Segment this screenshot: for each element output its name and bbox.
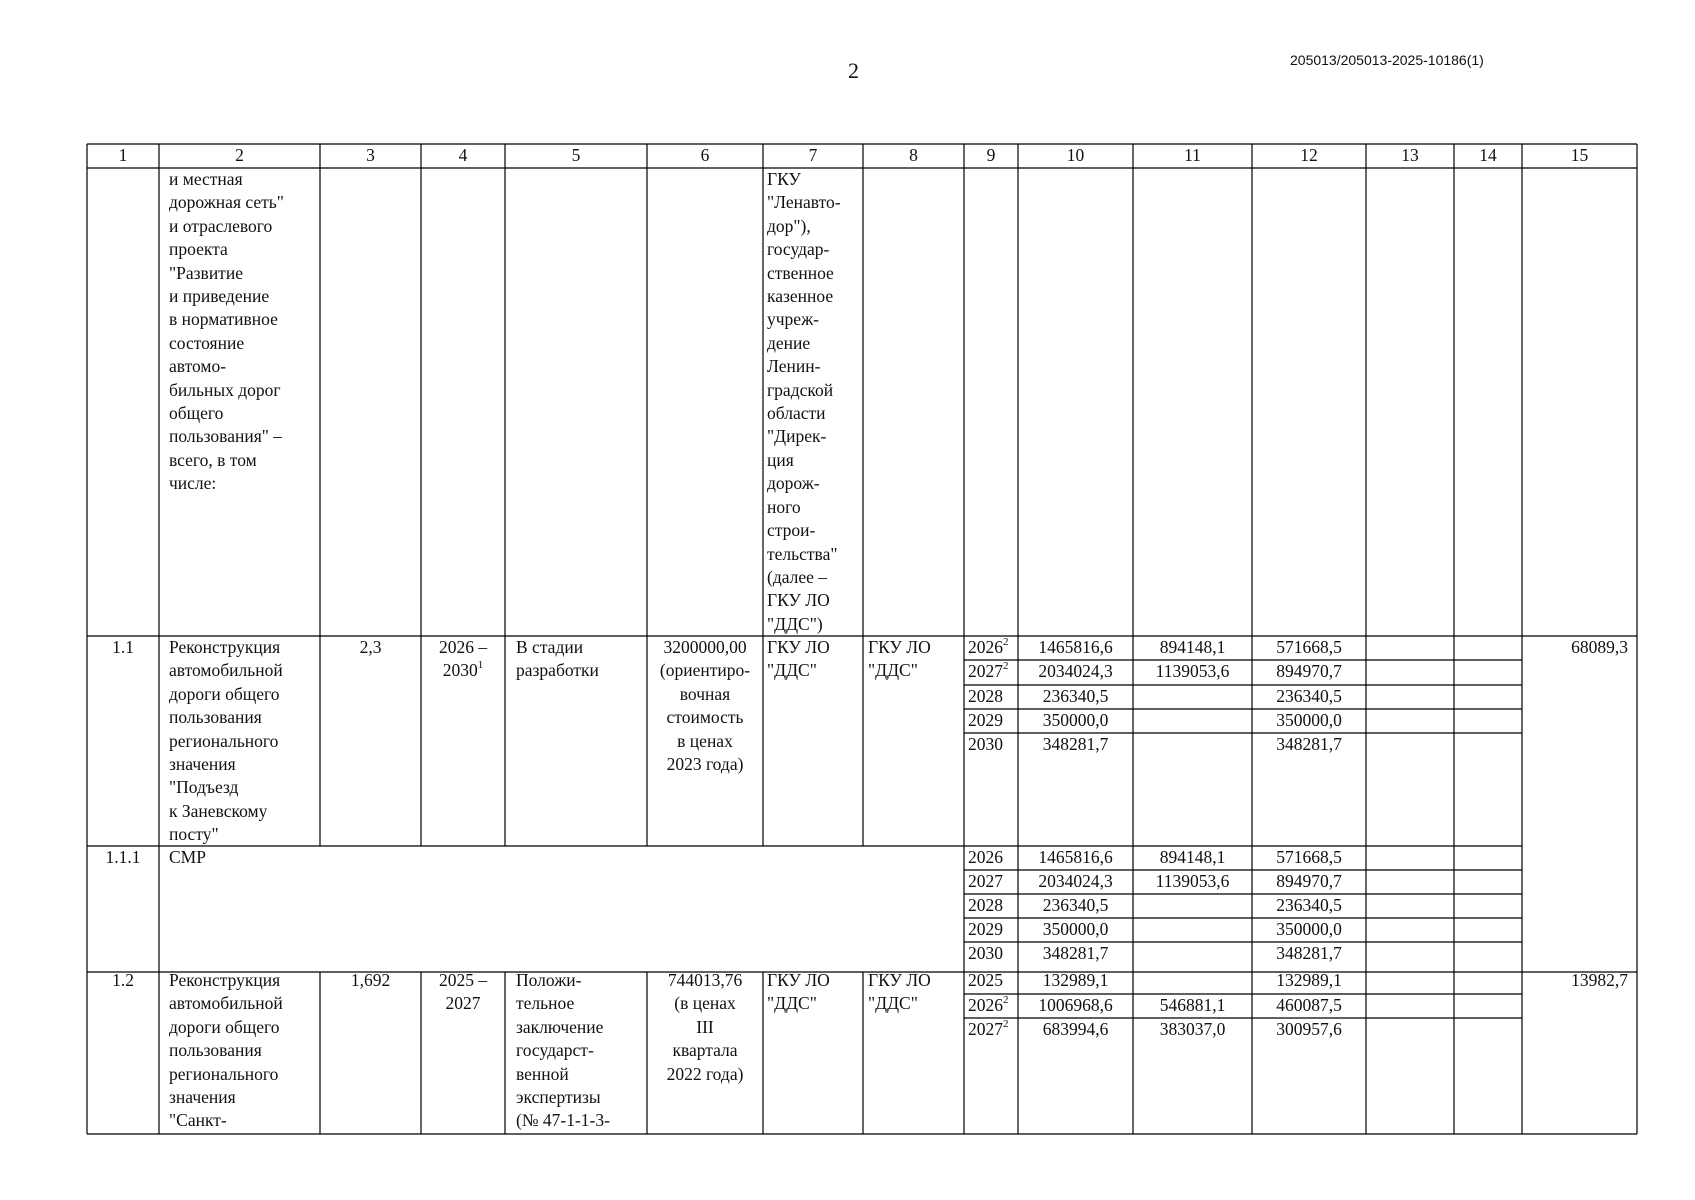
col-header-9: 9 [986,145,996,165]
row-1-1-regional: 236340,5 [1276,686,1342,706]
row-1-1-year: 2027$^2$ [968,660,1009,681]
row-1-1-1-year: 2027 [968,871,1003,891]
col-header-3: 3 [366,145,375,165]
row-1-2-regional: 460087,5 [1276,995,1342,1015]
col-header-15: 15 [1570,145,1589,165]
continued-responsible: ГКУ "Ленавто- дор"), государ- ственное казенное учреж- дение Ленин- градской области "Дирек- ция дорож- ного строи- тельства" (далее – ГКУ ЛО "ДДС") [767,169,841,634]
row-1-1-total: 348281,7 [1042,734,1109,754]
col-header-14: 14 [1479,145,1497,165]
row-1-1-1-regional: 348281,7 [1276,943,1342,963]
row-1-1-1-year: 2029 [968,919,1003,939]
row-1-2-stage: Положи- тельное заключение государст- венной экспертизы (№ 47-1-1-3- [516,970,610,1131]
row-1-2-customer: ГКУ ЛО "ДДС" [767,970,830,1014]
row-1-2-period: 2025 – 2027 [438,970,488,1014]
row-1-2-regional: 300957,6 [1276,1019,1342,1039]
col-header-8: 8 [909,145,918,165]
row-1-2-total: 683994,6 [1042,1019,1109,1039]
row-1-1-1-name: СМР [169,847,206,867]
row-1-1-total: 350000,0 [1042,710,1109,730]
row-1-1-federal: 1139053,6 [1155,661,1230,681]
row-1-2-cost: 744013,76 (в ценах III квартала 2022 года) [666,970,744,1084]
row-1-2-total: 132989,1 [1042,970,1109,990]
continued-name: и местная дорожная сеть" и отраслевого проекта "Развитие и приведение в нормативное состояние автомо- бильных дорог общего пользования" – всего, в том числе: [169,169,284,494]
row-1-1-year: 2028 [968,686,1003,706]
row-1-1-1-regional: 571668,5 [1276,847,1342,867]
row-1-1-regional: 350000,0 [1276,710,1342,730]
row-1-1-1-total: 2034024,3 [1038,871,1113,891]
page-number: 2 [848,58,859,83]
row-1-1-1-total: 348281,7 [1042,943,1109,963]
row-1-2-regional: 132989,1 [1276,970,1342,990]
row-1-1-1-total: 350000,0 [1042,919,1109,939]
row-1-1-1-number: 1.1.1 [105,847,141,867]
col-header-1: 1 [118,145,128,165]
document-id: 205013/205013-2025-10186(1) [1290,52,1484,68]
row-1-1-1-federal: 1139053,6 [1155,871,1230,891]
row-1-1-regional: 348281,7 [1276,734,1342,754]
row-1-1-1-federal: 894148,1 [1159,847,1226,867]
row-1-1-capacity: 2,3 [359,637,382,657]
row-1-1-total: 1465816,6 [1038,637,1113,657]
row-1-1-1-year: 2026 [968,847,1003,867]
row-1-1-1-year: 2030 [968,943,1003,963]
row-1-1-year: 2026$^2$ [968,636,1009,657]
row-1-1-col15: 68089,3 [1571,637,1628,657]
row-1-2-year: 2026$^2$ [968,994,1009,1015]
col-header-11: 11 [1184,145,1201,165]
row-1-1-year: 2029 [968,710,1003,730]
row-1-1-1-total: 236340,5 [1042,895,1109,915]
row-1-1-federal: 894148,1 [1159,637,1226,657]
row-1-1-1-regional: 350000,0 [1276,919,1342,939]
col-header-6: 6 [700,145,710,165]
row-1-1-number: 1.1 [112,637,134,657]
row-1-1-name: Реконструкция автомобильной дороги общего пользования регионального значения "Подъезд к Заневскому посту" [169,637,283,845]
row-1-1-year: 2030 [968,734,1003,754]
row-1-1-developer: ГКУ ЛО "ДДС" [868,637,931,681]
row-1-2-developer: ГКУ ЛО "ДДС" [868,970,931,1014]
col-header-4: 4 [458,145,468,165]
row-1-2-federal: 383037,0 [1159,1019,1226,1039]
row-1-1-customer: ГКУ ЛО "ДДС" [767,637,830,681]
row-1-1-total: 2034024,3 [1038,661,1113,681]
row-1-1-1-year: 2028 [968,895,1003,915]
col-header-12: 12 [1300,145,1318,165]
row-1-1-cost: 3200000,00 (ориентиро- вочная стоимость в ценах 2023 года) [659,637,751,775]
row-1-1-regional: 571668,5 [1276,637,1342,657]
col-header-5: 5 [571,145,581,165]
row-1-2-total: 1006968,6 [1038,995,1113,1015]
row-1-2-year: 2025 [968,970,1003,990]
row-1-2-number: 1.2 [112,970,134,990]
col-header-10: 10 [1066,145,1085,165]
row-1-1-1-total: 1465816,6 [1038,847,1113,867]
row-1-2-federal: 546881,1 [1159,995,1226,1015]
col-header-7: 7 [808,145,818,165]
col-header-13: 13 [1401,145,1419,165]
row-1-2-name: Реконструкция автомобильной дороги общего пользования регионального значения "Санкт- [169,970,283,1131]
row-1-2-year: 2027$^2$ [968,1018,1009,1039]
row-1-2-col15: 13982,7 [1571,970,1628,990]
row-1-1-stage: В стадии разработки [516,637,599,681]
col-header-2: 2 [235,145,244,165]
row-1-1-1-regional: 236340,5 [1276,895,1342,915]
row-1-1-1-regional: 894970,7 [1276,871,1342,891]
row-1-1-regional: 894970,7 [1276,661,1342,681]
row-1-2-capacity: 1,692 [350,970,391,990]
row-1-1-total: 236340,5 [1042,686,1109,706]
row-1-1-period: 2026 – 2030$^1$ [438,637,488,681]
